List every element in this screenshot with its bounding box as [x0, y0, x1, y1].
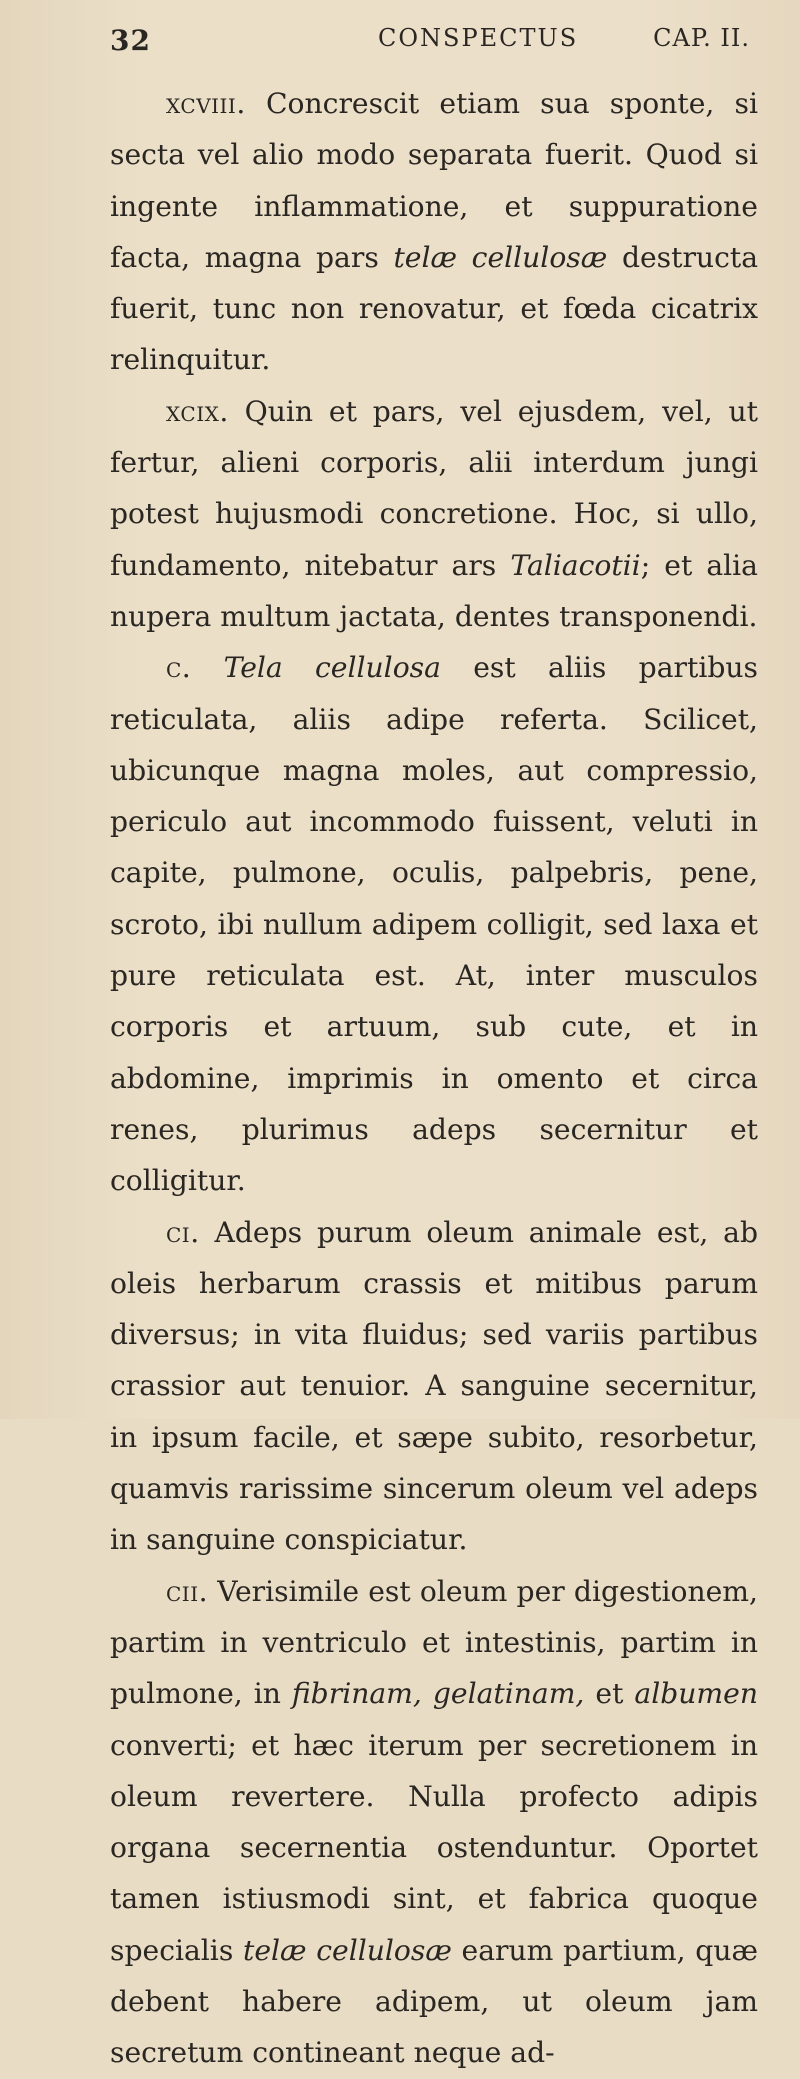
- paragraph-xcviii: [110, 78, 758, 386]
- paragraph-number: c.: [166, 651, 192, 685]
- paragraph-text: ; et alia nupera multum jactata, dentes transponendi.: [110, 548, 758, 633]
- italic-term: Tela cellulosa: [223, 651, 441, 685]
- paragraph-ci: [110, 1207, 758, 1566]
- paragraph-text: destructa fuerit, tunc non renovatur, et fœda cicatrix relinquitur.: [110, 240, 759, 377]
- paragraph-text: et: [584, 1677, 635, 1711]
- paragraph-text: est aliis partibus reticulata, aliis adipe referta. Scilicet, ubicunque magna moles, aut compressio, periculo aut incommodo fuissent, veluti in capite, pulmone, oculis, palpebris, pene, scroto, ibi nullum adipem colligit, sed laxa et pure reticulata est. At, inter musculos corporis et artuum, sub cute, et in abdomine, imprimis in omento et circa renes, plurimus adeps secernitur et colligitur.: [110, 651, 759, 1198]
- running-head: [110, 0, 758, 78]
- italic-term: telæ cellulosæ: [243, 1933, 452, 1967]
- paragraph-xcix: [110, 386, 758, 642]
- paragraph-text: Verisimile est oleum per digestionem, partim in ventriculo et intestinis, partim in pulmone, in: [110, 1574, 758, 1711]
- paragraph-c: [110, 642, 758, 1206]
- paragraph-text: Concrescit etiam sua sponte, si secta vel alio modo separata fuerit. Quod si ingente inflammatione, et suppuratione facta, magna pars: [110, 87, 758, 274]
- body-text: [110, 78, 758, 2079]
- paragraph-text: converti; et hæc iterum per secretionem in oleum revertere. Nulla profecto adipis organa secernentia ostenduntur. Oportet tamen istiusmodi sint, et fabrica quoque specialis: [110, 1728, 758, 1967]
- paragraph-number: cii.: [166, 1574, 209, 1608]
- paragraph-number: xcviii.: [166, 87, 246, 120]
- page-number: 32: [110, 24, 151, 57]
- paragraph-text: Adeps purum oleum animale est, ab oleis herbarum crassis et mitibus parum diversus; in vita fluidus; sed variis partibus crassior aut tenuior. A sanguine secernitur, in ipsum facile, et sæpe subito, resorbetur, quamvis rarissime sincerum oleum vel adeps in sanguine conspiciatur.: [110, 1215, 758, 1557]
- italic-term: fibrinam, gelatinam,: [291, 1677, 585, 1711]
- italic-term: telæ cellulosæ: [393, 240, 608, 274]
- paragraph-cii: [110, 1566, 758, 2079]
- italic-term: Taliacotii: [510, 548, 641, 582]
- running-title: CONSPECTUS: [378, 24, 579, 52]
- chapter-label: CAP. II.: [653, 24, 750, 52]
- paragraph-number: xcix.: [166, 394, 229, 428]
- paragraph-text: Quin et pars, vel ejusdem, vel, ut fertur, alieni corporis, alii interdum jungi potest hujusmodi concretione. Hoc, si ullo, fundamento, nitebatur ars: [110, 394, 758, 582]
- paragraph-text: earum partium, quæ debent habere adipem, ut oleum jam secretum contineant neque ad-: [110, 1933, 758, 2070]
- italic-term: albumen: [634, 1677, 758, 1711]
- paragraph-number: ci.: [166, 1215, 200, 1249]
